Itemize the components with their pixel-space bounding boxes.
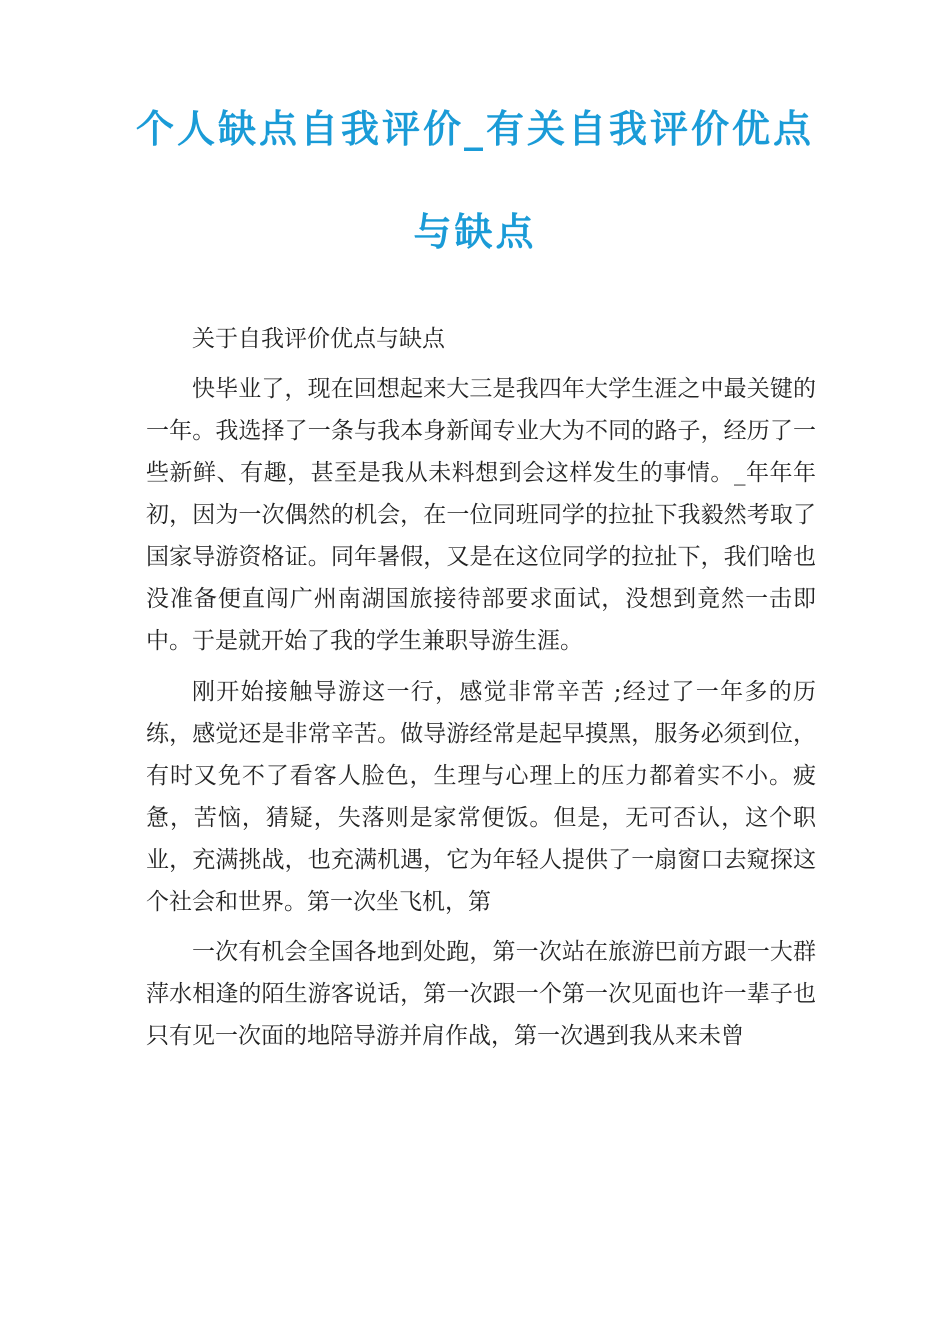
document-body — [146, 318, 816, 1066]
paragraph: 刚开始接触导游这一行，感觉非常辛苦 ;经过了一年多的历练，感觉还是非常辛苦。做导游经常是起早摸黑，服务必须到位，有时又免不了看客人脸色，生理与心理上的压力都着实不小。疲惫，苦恼，猜疑，失落则是家常便饭。但是，无可否认，这个职业，充满挑战，也充满机遇，它为年轻人提供了一扇窗口去窥探这个社会和世界。第一次坐飞机，第 — [146, 678, 816, 915]
paragraph: 快毕业了，现在回想起来大三是我四年大学生涯之中最关键的一年。我选择了一条与我本身新闻专业大为不同的路子，经历了一些新鲜、有趣，甚至是我从未料想到会这样发生的事情。_年年年初，因为一次偶然的机会，在一位同班同学的拉扯下我毅然考取了国家导游资格证。同年暑假，又是在这位同学的拉扯下，我们啥也没准备便直闯广州南湖国旅接待部要求面试，没想到竟然一击即中。于是就开始了我的学生兼职导游生涯。 — [146, 376, 816, 655]
document-title-line-1: 个人缺点自我评价_有关自我评价优点 — [135, 106, 814, 151]
paragraph: 一次有机会全国各地到处跑，第一次站在旅游巴前方跟一大群萍水相逢的陌生游客说话，第一次跟一个第一次见面也许一辈子也只有见一次面的地陪导游并肩作战，第一次遇到我从来未曾 — [146, 939, 816, 1050]
paragraph-heading: 关于自我评价优点与缺点 — [192, 326, 445, 352]
document-title-line-2: 与缺点 — [413, 209, 537, 254]
